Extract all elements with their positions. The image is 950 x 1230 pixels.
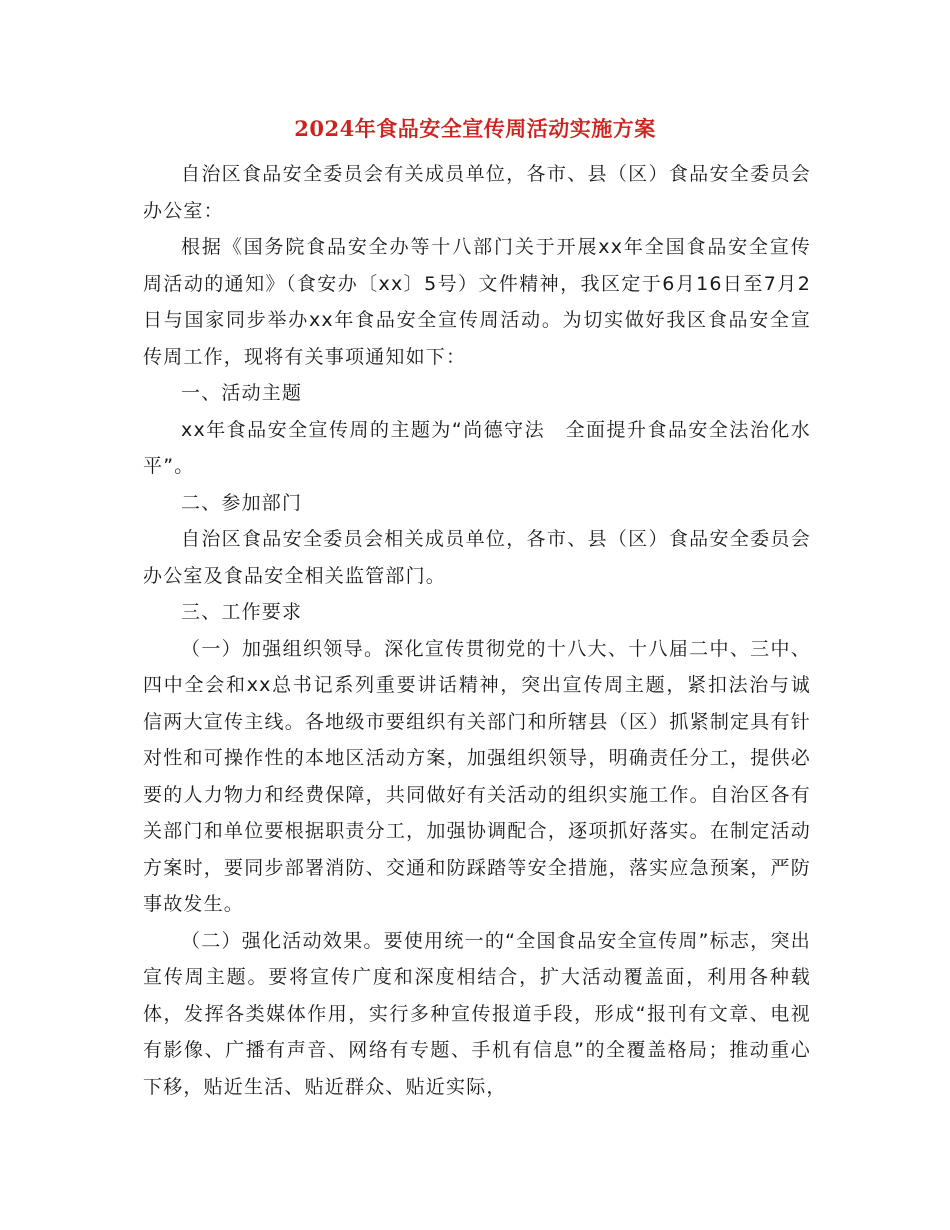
section-heading-requirements: 三、工作要求: [181, 601, 303, 623]
paragraph-theme: xx年食品安全宣传周的主题为“尚德守法 全面提升食品安全法治化水平”。: [143, 418, 811, 477]
paragraph-departments: 自治区食品安全委员会相关成员单位，各市、县（区）食品安全委员会办公室及食品安全相关监管部门。: [143, 528, 811, 587]
paragraph-requirement-2: （二）强化活动效果。要使用统一的“全国食品安全宣传周”标志，突出宣传周主题。要将宣传广度和深度相结合，扩大活动覆盖面，利用各种载体，发挥各类媒体作用，实行多种宣传报道手段，形成“报刊有文章、电视有影像、广播有声音、网络有专题、手机有信息”的全覆盖格局；推动重心下移，贴近生活、贴近群众、贴近实际，: [143, 929, 811, 1098]
section-heading-theme: 一、活动主题: [181, 382, 303, 404]
document-body: [143, 156, 811, 1105]
paragraph-salutation: 自治区食品安全委员会有关成员单位，各市、县（区）食品安全委员会办公室：: [143, 163, 811, 222]
paragraph-requirement-1: （一）加强组织领导。深化宣传贯彻党的十八大、十八届二中、三中、四中全会和xx总书记系列重要讲话精神，突出宣传周主题，紧扣法治与诚信两大宣传主线。各地级市要组织有关部门和所辖县（区）抓紧制定具有针对性和可操作性的本地区活动方案，加强组织领导，明确责任分工，提供必要的人力物力和经费保障，共同做好有关活动的组织实施工作。自治区各有关部门和单位要根据职责分工，加强协调配合，逐项抓好落实。在制定活动方案时，要同步部署消防、交通和防踩踏等安全措施，落实应急预案，严防事故发生。: [143, 637, 811, 915]
paragraph-intro: 根据《国务院食品安全办等十八部门关于开展xx年全国食品安全宣传周活动的通知》（食安办〔xx〕5号）文件精神，我区定于6月16日至7月2日与国家同步举办xx年食品安全宣传周活动。为切实做好我区食品安全宣传周工作，现将有关事项通知如下：: [143, 236, 811, 368]
section-heading-departments: 二、参加部门: [181, 491, 303, 514]
document-title: 2024年食品安全宣传周活动实施方案: [294, 116, 656, 141]
